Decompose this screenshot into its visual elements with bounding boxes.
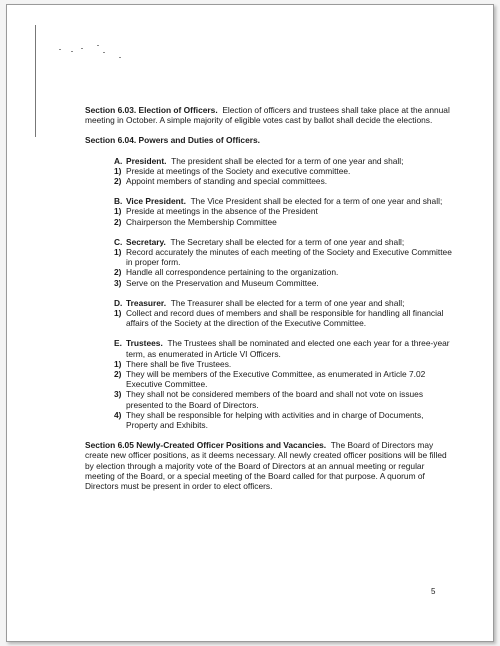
section-6-04-heading: Section 6.04. Powers and Duties of Officers. xyxy=(85,135,260,146)
section-6-03-heading: Section 6.03. Election of Officers. xyxy=(85,105,218,115)
officer-list xyxy=(85,156,453,431)
duty-number: 1) xyxy=(114,206,122,217)
page-number: 5 xyxy=(431,587,436,596)
duty-text: They will be members of the Executive Committee, as enumerated in Article 7.02 Executive Committee. xyxy=(126,369,426,390)
section-6-03 xyxy=(85,105,453,125)
document-page xyxy=(6,4,494,642)
duty-item xyxy=(114,369,453,389)
officer-president xyxy=(114,156,453,187)
officer-description: The Vice President shall be elected for a term of one year and shall; xyxy=(190,196,443,207)
duty-item xyxy=(114,410,453,430)
speck xyxy=(97,45,99,46)
speck xyxy=(71,51,73,52)
speck xyxy=(59,49,61,50)
duty-item xyxy=(114,247,453,267)
duty-text: Appoint members of standing and special committees. xyxy=(126,176,328,187)
officer-description: The Secretary shall be elected for a term of one year and shall; xyxy=(170,236,405,247)
duty-number: 4) xyxy=(114,409,122,420)
duty-text: There shall be five Trustees. xyxy=(126,358,232,369)
duty-text: They shall be responsible for helping with activities and in charge of Documents, Property and Exhibits. xyxy=(126,409,424,431)
officer-letter: A. xyxy=(114,155,123,166)
duty-item xyxy=(114,359,453,369)
officer-title: President. xyxy=(126,155,167,166)
duty-text: Chairperson the Membership Committee xyxy=(126,216,277,227)
duty-number: 1) xyxy=(114,165,122,176)
page-content xyxy=(85,105,453,491)
officer-heading xyxy=(114,237,453,247)
duty-number: 2) xyxy=(114,216,122,227)
officer-description: The Trustees shall be nominated and elected one each year for a three-year term, as enumerated in Article VI Officers. xyxy=(126,338,450,359)
section-6-05-heading: Section 6.05 Newly-Created Officer Positions and Vacancies. xyxy=(85,440,327,451)
officer-letter: C. xyxy=(114,236,123,247)
duty-number: 1) xyxy=(114,308,122,319)
officer-treasurer xyxy=(114,298,453,329)
officer-letter: B. xyxy=(114,196,123,207)
officer-title: Vice President. xyxy=(126,196,186,207)
duty-text: They shall not be considered members of the board and shall not vote on issues presented to the Board of Directors. xyxy=(126,389,424,410)
officer-heading xyxy=(114,298,453,308)
officer-description: The president shall be elected for a term of one year and shall; xyxy=(171,155,404,166)
speck xyxy=(81,48,83,49)
section-6-05 xyxy=(85,440,453,491)
speck xyxy=(103,52,105,53)
duty-item xyxy=(114,206,453,216)
duty-item xyxy=(114,389,453,409)
duty-number: 2) xyxy=(114,267,122,278)
officer-title: Secretary. xyxy=(126,236,166,247)
speck xyxy=(119,57,121,58)
duty-text: Preside at meetings of the Society and executive committee. xyxy=(126,165,351,176)
duty-text: Preside at meetings in the absence of the President xyxy=(126,206,318,217)
duty-item xyxy=(114,278,453,288)
duty-text: Record accurately the minutes of each meeting of the Society and Executive Committee in proper form. xyxy=(126,247,452,268)
officer-letter: E. xyxy=(114,338,122,349)
duty-text: Collect and record dues of members and shall be responsible for handling all financial affairs of the Society at the direction of the Executive Committee. xyxy=(126,308,444,329)
duty-text: Handle all correspondence pertaining to the organization. xyxy=(126,267,339,278)
section-6-03-body: Election of officers and trustees shall take place at the annual meeting in October. A simple majority of eligible votes cast by ballot shall decide the elections. xyxy=(85,105,450,126)
duty-item xyxy=(114,166,453,176)
duty-number: 2) xyxy=(114,176,122,187)
officer-letter: D. xyxy=(114,297,123,308)
officer-description: The Treasurer shall be elected for a term of one year and shall; xyxy=(170,297,405,308)
duty-number: 1) xyxy=(114,247,122,258)
officer-heading xyxy=(114,338,453,358)
duty-item xyxy=(114,308,453,328)
duty-number: 2) xyxy=(114,369,122,380)
duty-number: 3) xyxy=(114,277,122,288)
binder-mark xyxy=(35,25,36,137)
duty-number: 1) xyxy=(114,358,122,369)
duty-item xyxy=(114,217,453,227)
officer-heading xyxy=(114,196,453,206)
officer-title: Treasurer. xyxy=(126,297,167,308)
scan-specks xyxy=(57,43,127,63)
officer-vicepresident xyxy=(114,196,453,227)
duty-item xyxy=(114,267,453,277)
officer-secretary xyxy=(114,237,453,288)
duty-number: 3) xyxy=(114,389,122,400)
officer-title: Trustees. xyxy=(126,338,163,349)
officer-heading xyxy=(114,156,453,166)
officer-trustees xyxy=(114,338,453,430)
duty-text: Serve on the Preservation and Museum Committee. xyxy=(126,277,319,288)
section-6-05-body: The Board of Directors may create new officer positions, as it deems necessary. All newly created officer positions will be filled by election through a majority vote of the Board of Directors at an annual meeting or regular meeting of the Board, or a special meeting of the Board called for that purpose. A quorum of Directors must be present in order to elect officers. xyxy=(85,440,447,492)
duty-item xyxy=(114,176,453,186)
